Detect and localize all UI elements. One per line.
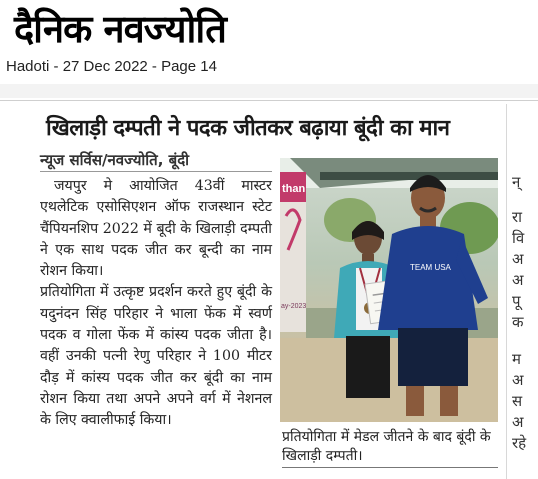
photo-caption: प्रतियोगिता में मेडल जीतने के बाद बूंदी के खिलाड़ी दम्पती।: [282, 429, 491, 464]
adjacent-word: पू: [512, 292, 521, 310]
top-band: [0, 84, 538, 98]
banner-text: than: [282, 183, 306, 195]
article-headline: खिलाड़ी दम्पती ने पदक जीतकर बढ़ाया बूंदी का मान: [46, 116, 450, 141]
header-divider: [0, 100, 538, 101]
adjacent-word: रहे: [512, 434, 527, 452]
adjacent-word: क: [512, 313, 524, 331]
article-body: [40, 176, 272, 432]
newspaper-masthead: दैनिक नवज्योति: [14, 7, 226, 51]
adjacent-word: अ: [512, 371, 524, 389]
banner-date: ay-2023: [281, 303, 307, 310]
adjacent-word: स: [512, 392, 523, 410]
byline-underline: [40, 171, 272, 172]
paragraph: जयपुर मे आयोजित 43वीं मास्टर एथलेटिक एसोसिएशन ऑफ राजस्थान स्टेट चैंपियनशिप 2022 में बूदी के खिलाड़ी दम्पती ने एक साथ पदक जीत कर बून्दी का नाम रोशन किया।: [40, 178, 272, 280]
adjacent-word: अ: [512, 250, 524, 268]
paragraph: प्रतियोगिता में उत्कृष्ट प्रदर्शन करते हुए बूंदी के यदुनंदन सिंह परिहार ने भाला फेंक में स्वर्ण पदक व गोला फेंक में कांस्य पदक जीता है। वहीं उनकी पत्नी रेणु परिहार ने 100 मीटर दौड़ में कांस्य पदक जीत कर बूंदी का नाम रोशन किया तथा अपने अपने वर्ग में नेशनल के लिए क्वालीफाई किया।: [40, 284, 272, 429]
byline: न्यूज सर्विस/नवज्योति, बूंदी: [40, 151, 190, 169]
adjacent-word: अ: [512, 413, 524, 431]
caption-underline: [282, 467, 498, 468]
edition-line: Hadoti - 27 Dec 2022 - Page 14: [6, 58, 217, 75]
adjacent-word: न्: [512, 173, 521, 191]
column-divider: [506, 104, 507, 479]
jersey-text: TEAM USA: [410, 263, 451, 272]
adjacent-word: अ: [512, 271, 524, 289]
adjacent-word: रा: [512, 208, 523, 226]
adjacent-word: म: [512, 350, 521, 368]
adjacent-column-fragment: [512, 110, 538, 479]
adjacent-word: वि: [512, 229, 525, 247]
photo-illustration: [280, 158, 498, 422]
article-photo: [280, 158, 498, 422]
